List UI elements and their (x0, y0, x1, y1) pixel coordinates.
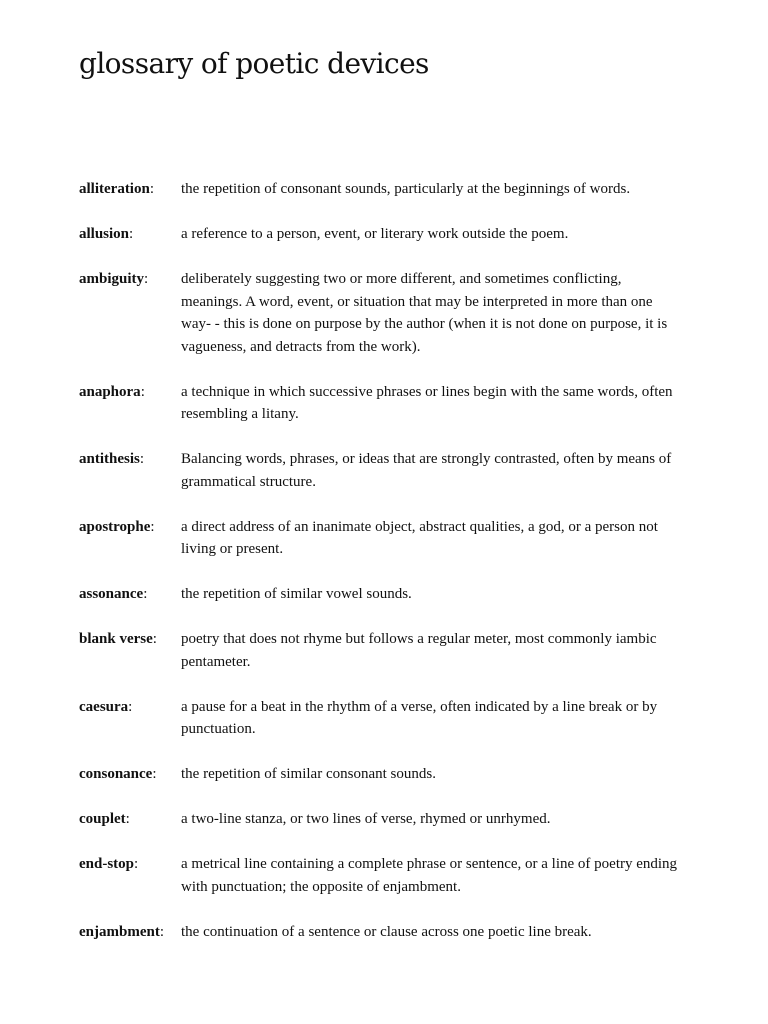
glossary-definition: a reference to a person, event, or literary work outside the poem. (181, 226, 569, 242)
glossary-entry (79, 448, 689, 493)
glossary-definition: deliberately suggesting two or more different, and sometimes conflicting, meanings. A word, event, or situation that may be interpreted in more than one way- - this is done on purpose by the author (when it is not done on purpose, it is vagueness, and detracts from the work). (181, 271, 668, 355)
glossary-term: end-stop: (79, 856, 139, 872)
glossary-entry (79, 628, 689, 673)
glossary-entry (79, 853, 689, 898)
glossary-entry (79, 808, 689, 831)
glossary-term: alliteration: (79, 181, 154, 197)
glossary-term: assonance: (79, 586, 148, 602)
glossary-entry (79, 921, 689, 944)
glossary-term: blank verse: (79, 631, 157, 647)
page-title: glossary of poetic devices (79, 47, 429, 80)
glossary-entry (79, 516, 689, 561)
glossary-entry (79, 223, 689, 246)
glossary-term: consonance: (79, 766, 157, 782)
glossary-definition: poetry that does not rhyme but follows a regular meter, most commonly iambic pentameter. (181, 631, 657, 670)
glossary-definition: a direct address of an inanimate object, abstract qualities, a god, or a person not living or present. (181, 518, 658, 557)
glossary-definition: a metrical line containing a complete phrase or sentence, or a line of poetry ending with punctuation; the opposite of enjambment. (181, 856, 678, 895)
glossary-entry (79, 696, 689, 741)
glossary-term: caesura: (79, 698, 133, 715)
glossary-definition: a pause for a beat in the rhythm of a verse, often indicated by a line break or by punctuation. (181, 698, 658, 737)
glossary-term: apostrophe: (79, 518, 155, 535)
glossary-term: antithesis: (79, 451, 145, 467)
glossary-definition: Balancing words, phrases, or ideas that are strongly contrasted, often by means of grammatical structure. (181, 451, 672, 490)
glossary-entry (79, 381, 689, 426)
glossary-term: allusion: (79, 226, 134, 242)
glossary-definition: the repetition of similar consonant sounds. (181, 766, 436, 782)
glossary-entry (79, 178, 689, 201)
glossary-list (79, 178, 689, 943)
glossary-entry (79, 268, 689, 358)
glossary-definition: the repetition of similar vowel sounds. (181, 586, 412, 602)
glossary-term: ambiguity: (79, 271, 149, 287)
glossary-definition: the repetition of consonant sounds, particularly at the beginnings of words. (181, 181, 631, 197)
glossary-term: enjambment: (79, 923, 164, 940)
glossary-definition: a technique in which successive phrases or lines begin with the same words, often resembling a litany. (181, 383, 673, 422)
glossary-definition: a two-line stanza, or two lines of verse, rhymed or unrhymed. (181, 811, 551, 827)
glossary-term: couplet: (79, 811, 130, 827)
glossary-entry (79, 763, 689, 786)
glossary-entry (79, 583, 689, 606)
glossary-definition: the continuation of a sentence or clause across one poetic line break. (181, 923, 592, 940)
glossary-term: anaphora: (79, 383, 145, 400)
